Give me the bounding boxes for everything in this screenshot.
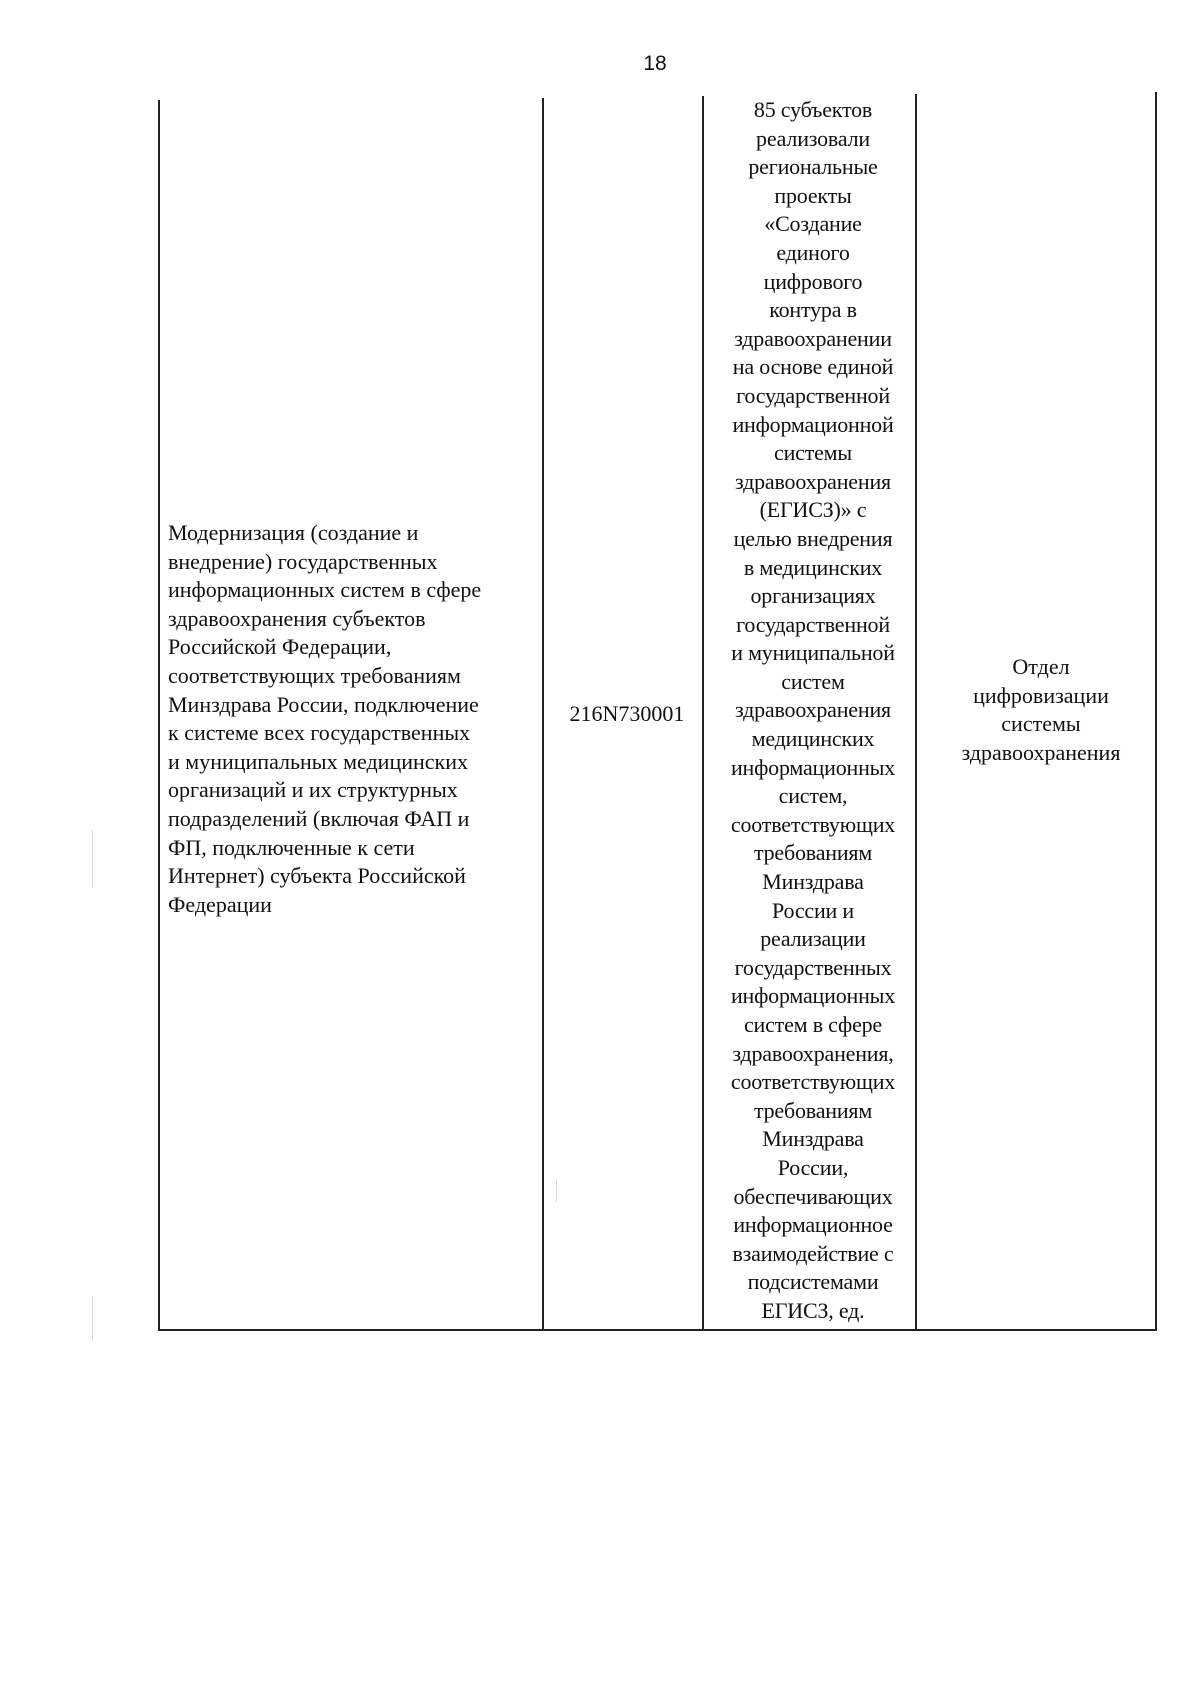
indicator-line: системы [774, 440, 852, 466]
indicator-line: подсистемами [747, 1269, 879, 1295]
description-line: Российской Федерации, [168, 634, 392, 660]
indicator-line: единого [776, 239, 850, 265]
indicator-line: требованиям [753, 1097, 873, 1123]
responsible-line: системы [1001, 711, 1081, 737]
description-line: организаций и их структурных [168, 777, 458, 803]
indicator-line: контура в [769, 297, 857, 323]
description-line: здравоохранения субъектов [168, 605, 426, 631]
description-line: к системе всех государственных [168, 720, 471, 746]
indicator-line: соответствующих [730, 1069, 896, 1095]
indicator-line: соответствующих [730, 811, 896, 837]
indicator-line: требованиям [753, 840, 873, 866]
responsible-cell [922, 653, 1160, 767]
indicator-line: (ЕГИСЗ)» с [759, 497, 867, 523]
indicator-line: медицинских [751, 726, 875, 752]
indicator-line: обеспечивающих [733, 1183, 893, 1209]
indicator-line: систем, [778, 783, 848, 809]
responsible-line: цифровизации [973, 682, 1109, 708]
description-line: соответствующих требованиям [168, 662, 461, 688]
indicator-line: России, [777, 1154, 849, 1180]
scan-artifact-line [92, 1296, 93, 1340]
indicator-line: информационных [730, 983, 896, 1009]
table-border-bottom [158, 1329, 1157, 1331]
description-line: Федерации [168, 891, 272, 917]
indicator-line: здравоохранения, [732, 1040, 894, 1066]
description-line: информационных систем в сфере [168, 577, 482, 603]
indicator-line: информационной [732, 411, 894, 437]
indicator-line: систем [781, 668, 845, 694]
page-number: 18 [643, 52, 667, 75]
indicator-line: реализовали [756, 125, 870, 151]
indicator-line: и муниципальной [731, 640, 895, 666]
indicator-line: в медицинских [743, 554, 883, 580]
indicator-line: систем в сфере [743, 1012, 882, 1037]
indicator-line: информационное [733, 1212, 893, 1238]
responsible-line: Отдел [1012, 654, 1070, 679]
description-line: Минздрава России, подключение [168, 691, 479, 717]
code-cell [548, 700, 706, 729]
indicator-line: 85 субъектов [753, 97, 873, 122]
indicator-line: целью внедрения [733, 525, 893, 551]
description-line: Модернизация (создание и [168, 520, 419, 545]
indicator-line: организациях [750, 583, 876, 609]
indicator-line: государственной [736, 611, 890, 637]
description-line: подразделений (включая ФАП и [168, 805, 470, 831]
description-cell [168, 519, 538, 919]
table-divider-1 [542, 98, 544, 1331]
responsible-line: здравоохранения [961, 739, 1121, 765]
indicator-line: Минздрава [762, 1126, 864, 1152]
indicator-line: ЕГИСЗ, ед. [761, 1297, 865, 1323]
description-line: внедрение) государственных [168, 548, 438, 574]
indicator-line: здравоохранения [735, 468, 891, 494]
indicator-line: Минздрава [762, 869, 864, 895]
indicator-line: проекты [774, 182, 852, 208]
scan-artifact-line [556, 1180, 557, 1202]
description-line: и муниципальных медицинских [168, 748, 468, 774]
indicator-line: «Создание [764, 211, 862, 237]
indicator-line: на основе единой [732, 354, 894, 380]
indicator-line: здравоохранении [734, 325, 892, 351]
table-border-left [158, 100, 160, 1331]
indicator-line: цифрового [763, 268, 863, 294]
indicator-line: здравоохранения [735, 697, 891, 723]
indicator-line: взаимодействие с [732, 1240, 894, 1266]
indicator-line: России и [772, 897, 854, 923]
code-value: 216N730001 [569, 701, 685, 726]
indicator-line: государственной [736, 382, 890, 408]
description-line: ФП, подключенные к сети [168, 834, 415, 860]
description-line: Интернет) субъекта Российской [168, 863, 466, 889]
indicator-line: региональные [748, 154, 878, 180]
indicator-line: информационных [730, 754, 896, 780]
indicator-line: государственных [734, 954, 892, 980]
indicator-cell [710, 96, 916, 1326]
scan-artifact-line [92, 830, 93, 888]
indicator-line: реализации [760, 926, 866, 952]
